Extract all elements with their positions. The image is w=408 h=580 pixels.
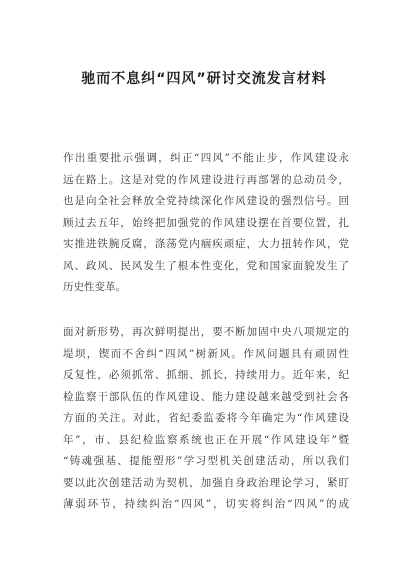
paragraph-line: 也是向全社会释放全党持续深化作风建设的强烈信号。回 [63,195,349,207]
paragraph-line: 检监察干部队伍的作风建设、能力建设越来越受到社会各 [63,390,349,403]
paragraph-line: 堤坝，锲而不舍纠“四风”树新风。作风问题具有顽固性 [63,347,349,360]
paragraph-line: “铸魂强基、提能塑形”学习型机关创建活动，所以我们 [63,455,349,467]
paragraph-line: 风、政风、民风发生了根本性变化，党和国家面貌发生了 [63,259,349,272]
paragraph-line: 面对新形势，再次鲜明提出，要不断加固中央八项规定的 [63,326,349,338]
paragraph-2 [63,322,349,516]
paragraph-line: 顾过去五年，始终把加强党的作风建设摆在首要位置，扎 [63,216,349,229]
paragraph-line: 要以此次创建活动为契机，加强自身政治理论学习，紧盯 [63,476,349,489]
paragraph-line: 薄弱环节，持续纠治“四风”，切实将纠治“四风”的成 [63,498,349,510]
paragraph-1 [63,148,349,299]
paragraph-line: 反复性，必须抓常、抓细、抓长，持续用力。近年来，纪 [63,369,349,381]
paragraph-line: 年”，市、县纪检监察系统也正在开展“作风建设年”暨 [63,433,349,446]
paragraph-line: 方面的关注。对此，省纪委监委将今年确定为“作风建设 [63,412,349,424]
document-title: 驰而不息纠“四风”研讨交流发言材料 [81,71,327,87]
paragraph-line: 作出重要批示强调，纠正“四风”不能止步，作风建设永 [63,152,349,164]
paragraph-line: 实推进铁腕反腐，涤荡党内痼疾顽症，大力扭转作风，党 [63,238,349,250]
paragraph-line: 远在路上。这是对党的作风建设进行再部署的总动员令， [63,173,349,186]
paragraph-line: 历史性变革。 [63,281,126,293]
